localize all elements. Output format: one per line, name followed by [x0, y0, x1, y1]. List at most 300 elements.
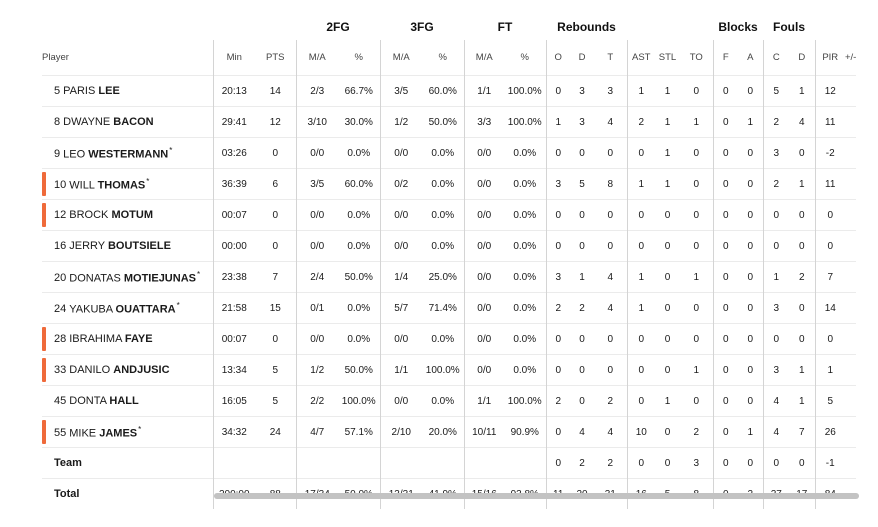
player-first-name[interactable]: DWAYNE	[63, 116, 111, 128]
player-ft-pct: 0.0%	[504, 169, 546, 200]
player-ft-pct: 0.0%	[504, 138, 546, 169]
player-3fg-ma: 1/4	[380, 262, 422, 293]
team-reb-d: 2	[570, 448, 594, 479]
header-reb-o[interactable]: O	[546, 40, 570, 76]
player-number: 24	[54, 303, 67, 316]
player-number: 28	[54, 333, 67, 345]
player-foul-c: 3	[763, 293, 789, 324]
player-blk-f: 0	[713, 138, 738, 169]
player-blk-f: 0	[713, 386, 738, 417]
player-foul-c: 5	[763, 76, 789, 107]
player-stl: 1	[655, 169, 680, 200]
player-pts: 15	[255, 293, 296, 324]
group-3fg: 3FG	[410, 20, 434, 34]
player-blk-f: 0	[713, 107, 738, 138]
player-to: 1	[680, 107, 713, 138]
player-3fg-ma: 5/7	[380, 293, 422, 324]
player-3fg-ma: 3/5	[380, 76, 422, 107]
total-label: Total	[42, 479, 213, 510]
player-foul-c: 4	[763, 386, 789, 417]
player-reb-o: 0	[546, 355, 570, 386]
player-pts: 5	[255, 386, 296, 417]
player-ast: 1	[627, 76, 655, 107]
team-row	[42, 448, 856, 479]
player-reb-d: 3	[570, 107, 594, 138]
player-foul-d: 0	[789, 138, 815, 169]
player-reb-d: 2	[570, 293, 594, 324]
player-ft-pct: 0.0%	[504, 293, 546, 324]
player-3fg-pct: 0.0%	[422, 231, 464, 262]
team-pir: -1	[815, 448, 845, 479]
player-2fg-ma: 1/2	[296, 355, 338, 386]
player-reb-d: 0	[570, 355, 594, 386]
player-3fg-ma: 0/0	[380, 200, 422, 231]
player-plus-minus	[845, 262, 856, 293]
player-pts: 6	[255, 169, 296, 200]
player-pir: 1	[815, 355, 845, 386]
header-reb-d[interactable]: D	[578, 52, 586, 63]
player-3fg-pct: 71.4%	[422, 293, 464, 324]
player-name-cell[interactable]	[42, 169, 213, 200]
player-first-name[interactable]: MIKE	[69, 427, 97, 440]
header-foul-d[interactable]: D	[798, 52, 806, 63]
starter-mark: *	[176, 300, 180, 310]
player-pir: 0	[815, 200, 845, 231]
team-foul-d: 0	[789, 448, 815, 479]
player-3fg-ma: 0/0	[380, 324, 422, 355]
player-foul-d: 1	[789, 386, 815, 417]
player-name-cell[interactable]	[42, 76, 213, 107]
team-blk-a: 0	[738, 448, 763, 479]
player-stl: 0	[655, 200, 680, 231]
player-blk-a: 0	[738, 386, 763, 417]
player-plus-minus	[845, 231, 856, 262]
player-min: 00:00	[213, 231, 255, 262]
player-2fg-ma: 0/0	[296, 231, 338, 262]
player-ft-ma: 3/3	[464, 107, 504, 138]
player-last-name[interactable]: THOMAS	[97, 179, 146, 192]
player-ast: 0	[627, 231, 655, 262]
player-last-name[interactable]: LEE	[98, 85, 120, 97]
header-pir[interactable]: PIR	[815, 40, 845, 76]
player-2fg-ma: 3/5	[296, 169, 338, 200]
header-3fg-pct[interactable]: %	[438, 52, 447, 63]
header-reb-t[interactable]: T	[607, 52, 614, 63]
player-pir: -2	[815, 138, 845, 169]
player-foul-c: 3	[763, 355, 789, 386]
player-stl: 0	[655, 293, 680, 324]
player-last-name[interactable]: ANDJUSIC	[113, 364, 170, 376]
player-3fg-ma: 0/0	[380, 386, 422, 417]
player-ft-ma: 0/0	[464, 231, 504, 262]
player-last-name[interactable]: BOUTSIELE	[107, 240, 171, 252]
header-pts[interactable]: PTS	[266, 52, 285, 63]
player-last-name[interactable]: HALL	[109, 395, 139, 407]
player-pir: 14	[815, 293, 845, 324]
player-first-name[interactable]: DONATAS	[69, 272, 121, 285]
player-2fg-pct: 50.0%	[338, 355, 380, 386]
player-foul-d: 2	[789, 262, 815, 293]
team-label: Team	[42, 448, 213, 479]
player-blk-a: 1	[738, 417, 763, 448]
player-reb-o: 3	[546, 169, 570, 200]
player-ft-pct: 100.0%	[504, 107, 546, 138]
player-name-cell[interactable]	[42, 200, 213, 231]
player-pir: 26	[815, 417, 845, 448]
player-3fg-pct: 0.0%	[422, 169, 464, 200]
player-first-name[interactable]: WILL	[69, 179, 95, 192]
player-stl: 0	[655, 417, 680, 448]
player-min: 34:32	[213, 417, 255, 448]
player-reb-t: 4	[594, 262, 627, 293]
player-name-cell[interactable]	[42, 386, 213, 417]
player-row	[42, 417, 856, 448]
player-3fg-pct: 0.0%	[422, 200, 464, 231]
player-pir: 12	[815, 76, 845, 107]
player-reb-t: 0	[594, 138, 627, 169]
player-foul-c: 0	[763, 200, 789, 231]
player-blk-f: 0	[713, 200, 738, 231]
player-ft-ma: 10/11	[464, 417, 504, 448]
player-min: 23:38	[213, 262, 255, 293]
player-3fg-ma: 0/0	[380, 231, 422, 262]
player-foul-c: 3	[763, 138, 789, 169]
player-reb-t: 2	[594, 386, 627, 417]
player-first-name[interactable]: YAKUBA	[69, 303, 113, 316]
player-reb-o: 2	[546, 293, 570, 324]
player-reb-o: 0	[546, 324, 570, 355]
player-plus-minus	[845, 355, 856, 386]
player-first-name[interactable]: JERRY	[69, 240, 105, 252]
player-first-name[interactable]: PARIS	[63, 85, 96, 97]
player-ft-ma: 0/0	[464, 169, 504, 200]
player-reb-o: 3	[546, 262, 570, 293]
player-foul-d: 1	[789, 355, 815, 386]
player-stl: 0	[655, 262, 680, 293]
player-ast: 0	[627, 324, 655, 355]
player-last-name[interactable]: OUATTARA	[115, 303, 176, 316]
player-blk-f: 0	[713, 169, 738, 200]
player-blk-f: 0	[713, 231, 738, 262]
player-pir: 11	[815, 107, 845, 138]
player-row	[42, 262, 856, 293]
player-to: 0	[680, 231, 713, 262]
player-reb-d: 0	[570, 231, 594, 262]
player-plus-minus	[845, 200, 856, 231]
player-first-name[interactable]: LEO	[63, 148, 86, 161]
player-3fg-ma: 2/10	[380, 417, 422, 448]
header-player[interactable]: Player	[42, 52, 69, 63]
player-ft-pct: 0.0%	[504, 200, 546, 231]
player-2fg-pct: 0.0%	[338, 138, 380, 169]
player-pts: 24	[255, 417, 296, 448]
player-pir: 5	[815, 386, 845, 417]
player-reb-t: 0	[594, 231, 627, 262]
player-3fg-pct: 20.0%	[422, 417, 464, 448]
team-reb-t: 2	[594, 448, 627, 479]
header-blk-f[interactable]: F	[713, 40, 738, 76]
player-status-marker	[42, 358, 46, 382]
team-to: 3	[680, 448, 713, 479]
header-ft-pct[interactable]: %	[520, 52, 529, 63]
player-pts: 7	[255, 262, 296, 293]
player-2fg-ma: 3/10	[296, 107, 338, 138]
player-2fg-ma: 2/4	[296, 262, 338, 293]
player-min: 29:41	[213, 107, 255, 138]
player-pts: 0	[255, 231, 296, 262]
header-min[interactable]: Min	[213, 40, 255, 76]
header-stl[interactable]: STL	[658, 52, 677, 63]
player-reb-t: 3	[594, 76, 627, 107]
player-to: 0	[680, 138, 713, 169]
player-number: 9	[54, 148, 61, 161]
player-last-name[interactable]: MOTUM	[111, 209, 153, 221]
player-ft-pct: 90.9%	[504, 417, 546, 448]
player-foul-d: 4	[789, 107, 815, 138]
player-reb-t: 4	[594, 107, 627, 138]
player-2fg-ma: 0/0	[296, 324, 338, 355]
player-foul-c: 0	[763, 231, 789, 262]
player-pts: 0	[255, 138, 296, 169]
player-3fg-pct: 25.0%	[422, 262, 464, 293]
player-2fg-pct: 57.1%	[338, 417, 380, 448]
player-foul-d: 0	[789, 324, 815, 355]
player-reb-d: 0	[570, 386, 594, 417]
player-blk-f: 0	[713, 324, 738, 355]
player-number: 55	[54, 427, 67, 440]
player-last-name[interactable]: FAYE	[124, 333, 153, 345]
player-3fg-pct: 60.0%	[422, 76, 464, 107]
starter-mark: *	[146, 176, 150, 186]
player-last-name[interactable]: BACON	[113, 116, 154, 128]
player-ft-pct: 0.0%	[504, 262, 546, 293]
header-ft-ma[interactable]: M/A	[464, 40, 504, 76]
player-ft-ma: 0/0	[464, 293, 504, 324]
player-plus-minus	[845, 169, 856, 200]
player-last-name[interactable]: MOTIEJUNAS	[123, 272, 196, 285]
starter-mark: *	[138, 424, 142, 434]
player-reb-o: 0	[546, 138, 570, 169]
player-min: 36:39	[213, 169, 255, 200]
player-blk-a: 1	[738, 107, 763, 138]
player-name-cell[interactable]	[42, 324, 213, 355]
player-status-marker	[42, 172, 46, 196]
player-ft-pct: 0.0%	[504, 355, 546, 386]
player-blk-a: 0	[738, 76, 763, 107]
player-ast: 1	[627, 169, 655, 200]
player-foul-d: 1	[789, 169, 815, 200]
player-row	[42, 231, 856, 262]
player-last-name[interactable]: JAMES	[99, 427, 138, 440]
player-row	[42, 76, 856, 107]
player-name-cell[interactable]	[42, 231, 213, 262]
player-foul-d: 0	[789, 231, 815, 262]
player-pir: 7	[815, 262, 845, 293]
group-ft: FT	[497, 20, 513, 34]
group-fouls: Fouls	[773, 20, 805, 34]
player-blk-a: 0	[738, 293, 763, 324]
header-plus-minus[interactable]: +/-	[845, 52, 857, 63]
player-name-cell[interactable]	[42, 138, 213, 169]
player-stl: 1	[655, 107, 680, 138]
player-to: 0	[680, 200, 713, 231]
player-name-cell[interactable]	[42, 107, 213, 138]
player-plus-minus	[845, 324, 856, 355]
player-name-cell[interactable]	[42, 293, 213, 324]
player-foul-c: 4	[763, 417, 789, 448]
player-row	[42, 107, 856, 138]
player-name-cell[interactable]	[42, 355, 213, 386]
header-blk-a[interactable]: A	[747, 52, 754, 63]
player-blk-f: 0	[713, 355, 738, 386]
player-status-marker	[42, 420, 46, 444]
team-ast: 0	[627, 448, 655, 479]
player-reb-d: 4	[570, 417, 594, 448]
team-reb-o: 0	[546, 448, 570, 479]
player-number: 12	[54, 209, 67, 221]
player-2fg-ma: 0/1	[296, 293, 338, 324]
player-row	[42, 386, 856, 417]
player-blk-f: 0	[713, 417, 738, 448]
player-pir: 0	[815, 324, 845, 355]
player-ft-ma: 0/0	[464, 355, 504, 386]
header-2fg-ma[interactable]: M/A	[296, 40, 338, 76]
player-stl: 1	[655, 76, 680, 107]
scrollbar-thumb[interactable]	[214, 493, 859, 499]
player-min: 13:34	[213, 355, 255, 386]
player-2fg-ma: 4/7	[296, 417, 338, 448]
player-reb-d: 1	[570, 262, 594, 293]
player-name-cell[interactable]	[42, 262, 213, 293]
player-min: 21:58	[213, 293, 255, 324]
player-reb-o: 0	[546, 417, 570, 448]
player-ast: 0	[627, 386, 655, 417]
column-header-row	[42, 40, 856, 76]
player-reb-d: 0	[570, 324, 594, 355]
player-reb-t: 4	[594, 293, 627, 324]
player-ft-pct: 0.0%	[504, 231, 546, 262]
player-foul-c: 2	[763, 169, 789, 200]
player-blk-a: 0	[738, 262, 763, 293]
player-plus-minus	[845, 386, 856, 417]
player-pts: 5	[255, 355, 296, 386]
player-ast: 2	[627, 107, 655, 138]
player-2fg-ma: 2/2	[296, 386, 338, 417]
player-number: 10	[54, 179, 67, 192]
player-foul-d: 0	[789, 200, 815, 231]
player-foul-c: 0	[763, 324, 789, 355]
player-ast: 0	[627, 355, 655, 386]
player-pts: 14	[255, 76, 296, 107]
player-foul-d: 7	[789, 417, 815, 448]
player-number: 20	[54, 272, 67, 285]
player-stl: 1	[655, 138, 680, 169]
player-status-marker	[42, 203, 46, 227]
player-number: 33	[54, 364, 67, 376]
player-2fg-ma: 0/0	[296, 138, 338, 169]
player-reb-d: 3	[570, 76, 594, 107]
player-reb-o: 0	[546, 76, 570, 107]
player-ft-ma: 1/1	[464, 386, 504, 417]
player-first-name[interactable]: DANILO	[69, 364, 111, 376]
player-2fg-ma: 2/3	[296, 76, 338, 107]
player-ft-ma: 0/0	[464, 324, 504, 355]
player-first-name[interactable]: IBRAHIMA	[69, 333, 122, 345]
header-ast[interactable]: AST	[627, 40, 655, 76]
player-to: 0	[680, 386, 713, 417]
horizontal-scrollbar[interactable]	[214, 493, 859, 499]
player-row	[42, 169, 856, 200]
player-plus-minus	[845, 107, 856, 138]
player-number: 45	[54, 395, 67, 407]
player-reb-t: 4	[594, 417, 627, 448]
player-ft-pct: 0.0%	[504, 324, 546, 355]
player-2fg-pct: 0.0%	[338, 324, 380, 355]
player-3fg-ma: 1/2	[380, 107, 422, 138]
player-first-name[interactable]: BROCK	[69, 209, 109, 221]
player-reb-t: 8	[594, 169, 627, 200]
player-to: 0	[680, 76, 713, 107]
player-number: 8	[54, 116, 61, 128]
player-3fg-pct: 50.0%	[422, 107, 464, 138]
player-blk-a: 0	[738, 138, 763, 169]
player-blk-a: 0	[738, 231, 763, 262]
player-foul-c: 1	[763, 262, 789, 293]
player-last-name[interactable]: WESTERMANN	[88, 148, 169, 161]
player-3fg-ma: 0/2	[380, 169, 422, 200]
group-rebounds: Rebounds	[557, 20, 616, 34]
header-3fg-ma[interactable]: M/A	[380, 40, 422, 76]
player-min: 00:07	[213, 200, 255, 231]
team-foul-c: 0	[763, 448, 789, 479]
player-ast: 1	[627, 262, 655, 293]
player-blk-a: 0	[738, 324, 763, 355]
header-to[interactable]: TO	[689, 52, 703, 63]
player-reb-t: 0	[594, 200, 627, 231]
player-reb-d: 5	[570, 169, 594, 200]
player-3fg-ma: 1/1	[380, 355, 422, 386]
player-to: 1	[680, 262, 713, 293]
player-first-name[interactable]: DONTA	[69, 395, 107, 407]
player-3fg-pct: 0.0%	[422, 138, 464, 169]
player-blk-a: 0	[738, 355, 763, 386]
player-blk-a: 0	[738, 200, 763, 231]
player-to: 0	[680, 169, 713, 200]
header-2fg-pct[interactable]: %	[354, 52, 363, 63]
player-to: 0	[680, 324, 713, 355]
player-row	[42, 324, 856, 355]
player-row	[42, 293, 856, 324]
player-ft-ma: 0/0	[464, 262, 504, 293]
player-ast: 0	[627, 200, 655, 231]
player-plus-minus	[845, 138, 856, 169]
starter-mark: *	[196, 269, 201, 279]
player-name-cell[interactable]	[42, 417, 213, 448]
player-status-marker	[42, 327, 46, 351]
player-reb-o: 0	[546, 200, 570, 231]
player-rows	[42, 76, 856, 510]
player-row	[42, 355, 856, 386]
player-2fg-pct: 30.0%	[338, 107, 380, 138]
player-min: 16:05	[213, 386, 255, 417]
player-number: 16	[54, 240, 67, 252]
player-2fg-pct: 60.0%	[338, 169, 380, 200]
player-foul-c: 2	[763, 107, 789, 138]
player-ft-ma: 0/0	[464, 138, 504, 169]
header-foul-c[interactable]: C	[763, 40, 789, 76]
player-to: 1	[680, 355, 713, 386]
player-reb-d: 0	[570, 138, 594, 169]
